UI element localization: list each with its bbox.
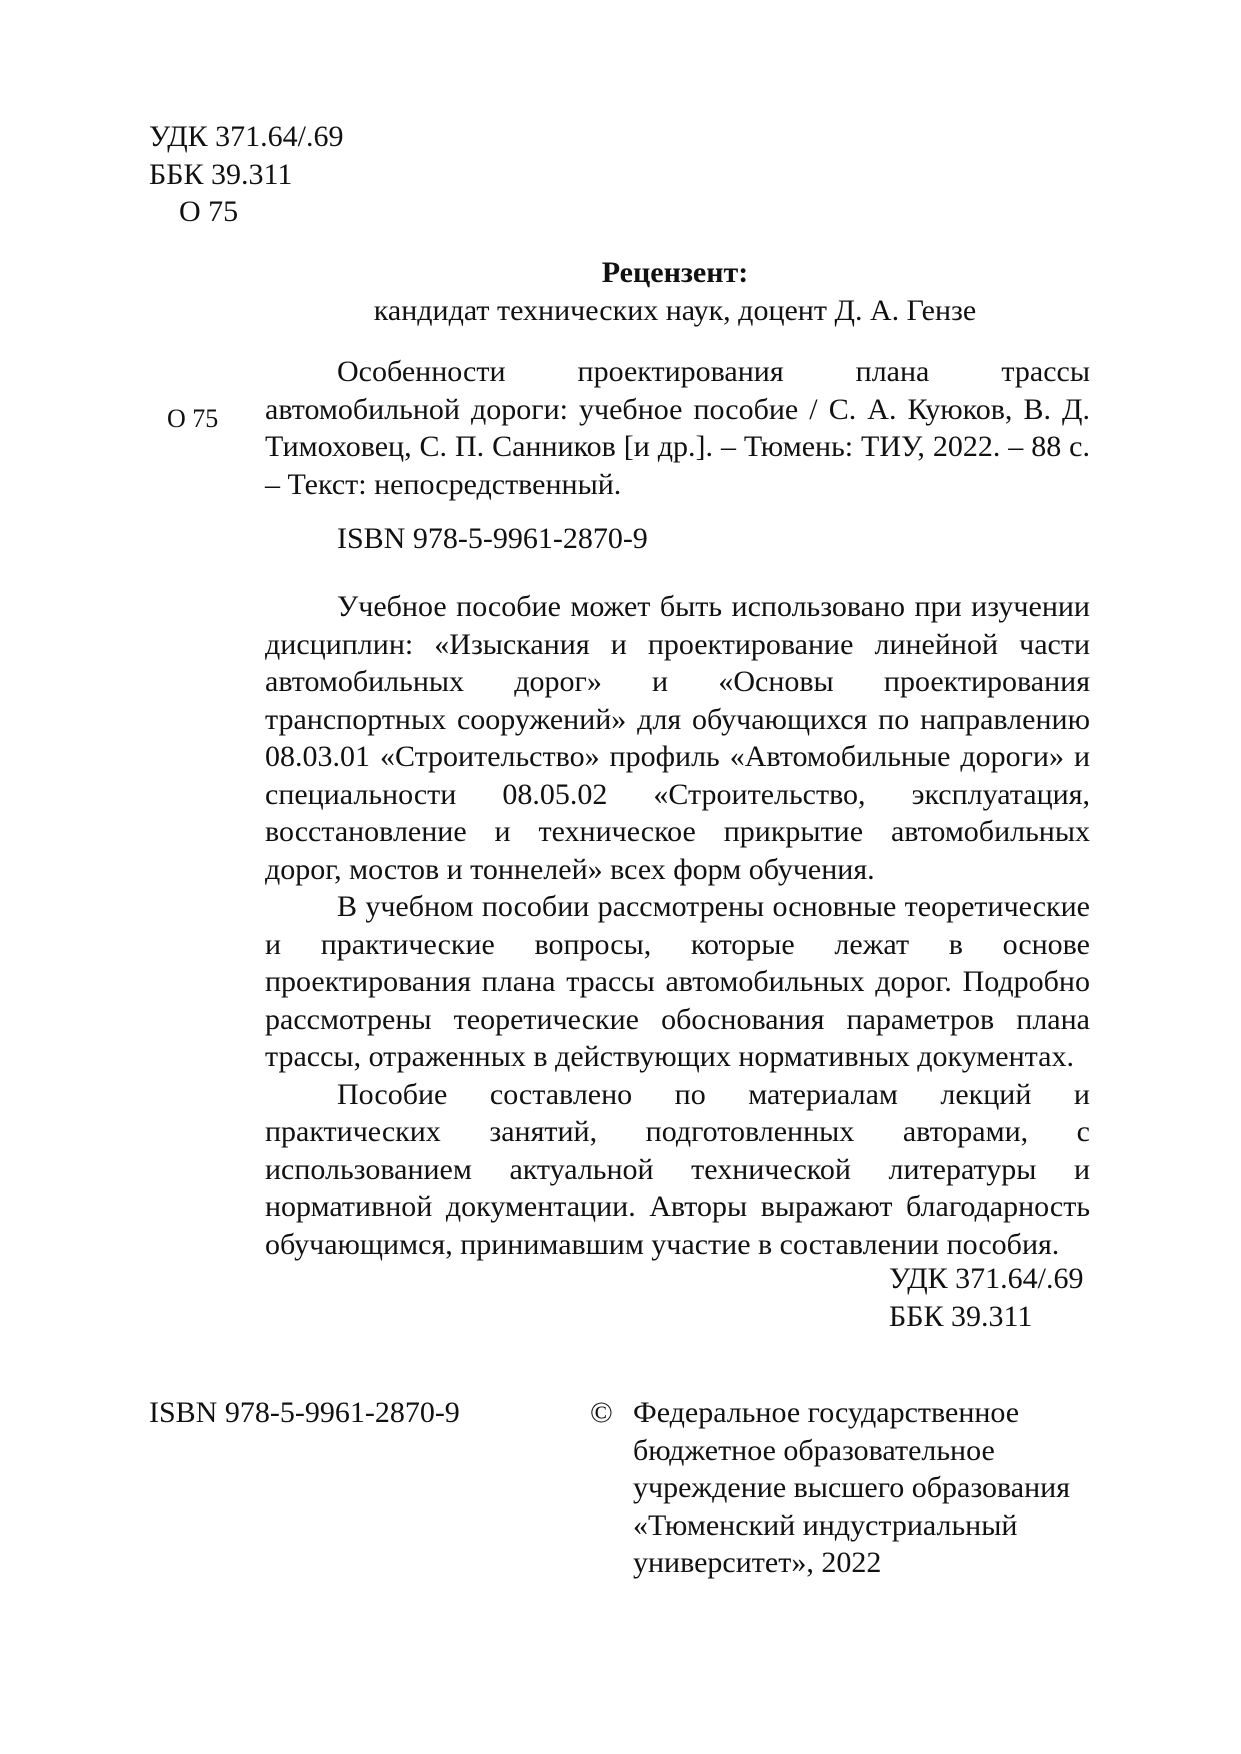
bibliographic-record: Особенности проектирования плана трассы автомобильной дороги: учебное пособие / С. А. Куюков, В. Д. Тимоховец, С. П. Санников [и др.]. – Тюмень: ТИУ, 2022. – 88 с. – Текст: непосредственный.	[265, 355, 1090, 501]
author-mark: О 75	[179, 195, 239, 228]
copyright-line: учреждение высшего образования	[633, 1471, 1070, 1504]
bbk-code: ББК 39.311	[149, 157, 293, 191]
bibliographic-record-block	[265, 353, 1090, 503]
reviewer-name: кандидат технических наук, доцент Д. А. Гензе	[373, 293, 977, 327]
copyright-line: Федеральное государственное	[633, 1396, 1020, 1429]
annotation-paragraph: В учебном пособии рассмотрены основные теоретические и практические вопросы, которые лежат в основе проектирования плана трассы автомобильных дорог. Подробно рассмотрены теоретические обоснования параметров плана трассы, отраженных в действующих нормативных документах.	[265, 890, 1090, 1073]
copyright-line: «Тюменский индустриальный	[633, 1508, 1018, 1542]
bbk-code-bottom: ББК 39.311	[889, 1299, 1033, 1333]
margin-author-mark: О 75	[167, 404, 219, 433]
reviewer-title: Рецензент:	[601, 256, 749, 289]
isbn-middle: ISBN 978-5-9961-2870-9	[337, 522, 648, 555]
copyright-holder	[633, 1394, 1070, 1582]
annotation-paragraph: Учебное пособие может быть использовано при изучении дисциплин: «Изыскания и проектирование линейной части автомобильных дорог» и «Основы проектирования транспортных сооружений» для обучающихся по направлению 08.03.01 «Строительство» профиль «Автомобильные дороги» и специальности 08.05.02 «Строительство, эксплуатация, восстановление и техническое прикрытие автомобильных дорог, мостов и тоннелей» всех форм обучения.	[265, 590, 1090, 886]
bottom-classification-codes	[889, 1260, 1084, 1335]
top-classification-codes	[149, 118, 344, 231]
copyright-line: бюджетное образовательное	[633, 1433, 995, 1467]
annotation	[265, 588, 1090, 1263]
isbn-bottom: ISBN 978-5-9961-2870-9	[149, 1396, 460, 1429]
copyright-line: университет», 2022	[633, 1546, 882, 1579]
annotation-paragraph: Пособие составлено по материалам лекций и практических занятий, подготовленных авторами, с использованием актуальной технической литературы и нормативной документации. Авторы выражают благодарность обучающимся, принимавшим участие в составлении пособия.	[265, 1077, 1090, 1261]
udk-code: УДК 371.64/.69	[149, 120, 344, 153]
reviewer-block	[260, 254, 1090, 329]
udk-code-bottom: УДК 371.64/.69	[889, 1262, 1084, 1295]
copyright-icon: ©	[590, 1396, 613, 1429]
